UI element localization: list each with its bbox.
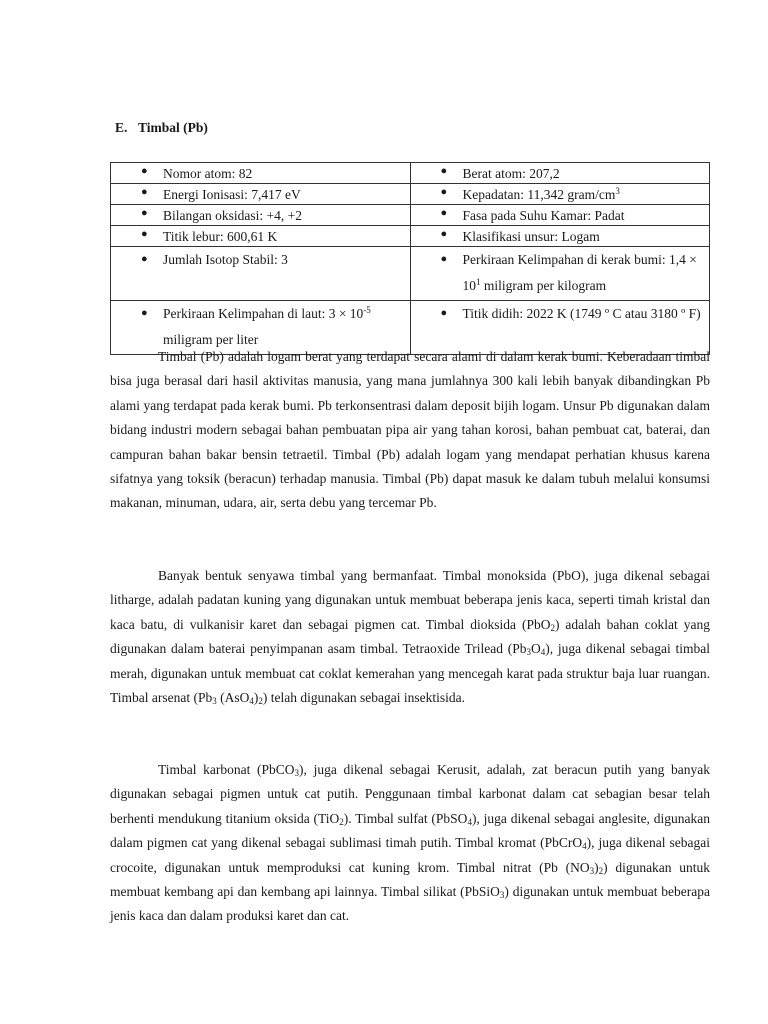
bullet-icon: ● [141, 186, 148, 198]
melting-point: Titik lebur: 600,61 K [163, 229, 278, 244]
bullet-icon: ● [141, 165, 148, 177]
bullet-icon: ● [141, 253, 148, 265]
section-title: Timbal (Pb) [138, 120, 208, 135]
table-cell [111, 184, 411, 205]
element-classification: Klasifikasi unsur: Logam [462, 229, 600, 244]
bullet-icon: ● [440, 253, 448, 265]
crust-abundance: Perkiraan Kelimpahan di kerak bumi: $1,4 \times 10^1$ miligram per kilogram [462, 252, 697, 293]
paragraph-intro [110, 345, 710, 516]
table-row [111, 247, 710, 301]
oxidation-states: Bilangan oksidasi: +4, +2 [163, 208, 302, 223]
table-row [111, 184, 710, 205]
bullet-icon: ● [440, 228, 448, 240]
table-cell [111, 226, 411, 247]
table-cell [410, 184, 710, 205]
bullet-icon: ● [440, 186, 448, 198]
section-letter: E. [115, 120, 128, 135]
section-heading [115, 120, 208, 136]
ionization-energy: Energi Ionisasi: 7,417 eV [163, 187, 301, 202]
bullet-icon: ● [141, 307, 148, 319]
table-cell [410, 247, 710, 301]
atomic-weight: Berat atom: 207,2 [462, 166, 560, 181]
paragraph-compounds: Banyak bentuk senyawa timbal yang bermanfaat. Timbal monoksida (PbO), juga dikenal sebagai litharge, adalah padatan kuning yang digunakan untuk membuat beberapa jenis kaca, seperti timah kristal dan kaca batu, di vulkanisir karet dan sebagai pigmen cat. Timbal dioksida (PbO$_2$) adalah bahan coklat yang digunakan dalam baterai penyimpanan asam timbal. Tetraoxide Trilead $(Pb_3O_4)$, juga dikenal sebagai timbal merah, digunakan untuk membuat cat coklat kemerahan yang mencegah karat pada struktur baja luar ruangan. Timbal arsenat ($Pb_3$ $(AsO_4)_2$) telah digunakan sebagai insektisida. [110, 568, 711, 707]
bullet-icon: ● [440, 307, 448, 319]
table-cell [410, 226, 710, 247]
table-row [111, 163, 710, 184]
table-cell [410, 163, 710, 184]
atomic-number: Nomor atom: 82 [163, 166, 253, 181]
table-cell [111, 247, 411, 301]
stable-isotopes: Jumlah Isotop Stabil: 3 [163, 252, 288, 267]
sea-abundance: Perkiraan Kelimpahan di laut: $3 \times 10^{-5}$ miligram per liter [163, 305, 371, 347]
bullet-icon: ● [440, 207, 448, 219]
table-cell [410, 205, 710, 226]
bullet-icon: ● [440, 165, 448, 177]
table-cell [111, 163, 411, 184]
phase-at-room-temp: Fasa pada Suhu Kamar: Padat [462, 208, 625, 223]
table-cell [111, 205, 411, 226]
properties-table [110, 162, 710, 355]
density: Kepadatan: 11,342 gram/$cm^3$ [462, 186, 620, 202]
bullet-icon: ● [141, 207, 148, 219]
bullet-icon: ● [141, 228, 148, 240]
paragraph-carbonates: Timbal karbonat (PbCO$_3$), juga dikenal sebagai Kerusit, adalah, zat beracun putih yang banyak digunakan sebagai pigmen untuk cat putih. Penggunaan timbal karbonat dalam cat sebagian besar telah berhenti mendukung titanium oksida (TiO$_2$). Timbal sulfat (PbSO$_4$), juga dikenal sebagai anglesite, digunakan dalam pigmen cat yang dikenal sebagai sublimasi timah putih. Timbal kromat (PbCrO$_4$), juga dikenal sebagai crocoite, digunakan untuk memproduksi cat kuning krom. Timbal nitrat (Pb $(NO_3)_2$) digunakan untuk membuat kembang api dan kembang api lainnya. Timbal silikat (PbSiO$_3$) digunakan untuk membuat beberapa jenis kaca dan dalam produksi karet dan cat. [110, 762, 711, 924]
paragraph-text: Timbal (Pb) adalah logam berat yang terdapat secara alami di dalam kerak bumi. Keberadaan timbal bisa juga berasal dari hasil aktivitas manusia, yang mana jumlahnya 300 kali lebih banyak dibandingkan Pb alami yang terdapat pada kerak bumi. Pb terkonsentrasi dalam deposit bijih logam. Unsur Pb digunakan dalam bidang industri modern sebagai bahan pembuatan pipa air yang tahan korosi, bahan pembuat cat, baterai, dan campuran bahan bakar bensin tetraetil. Timbal (Pb) adalah logam yang mendapat perhatian khusus karena sifatnya yang toksik (beracun) terhadap manusia. Timbal (Pb) dapat masuk ke dalam tubuh melalui konsumsi makanan, minuman, udara, air, serta debu yang tercemar Pb. [110, 349, 710, 511]
table-row [111, 205, 710, 226]
boiling-point: Titik didih: 2022 K (1749 º C atau 3180 º F) [462, 306, 701, 321]
table-row [111, 226, 710, 247]
